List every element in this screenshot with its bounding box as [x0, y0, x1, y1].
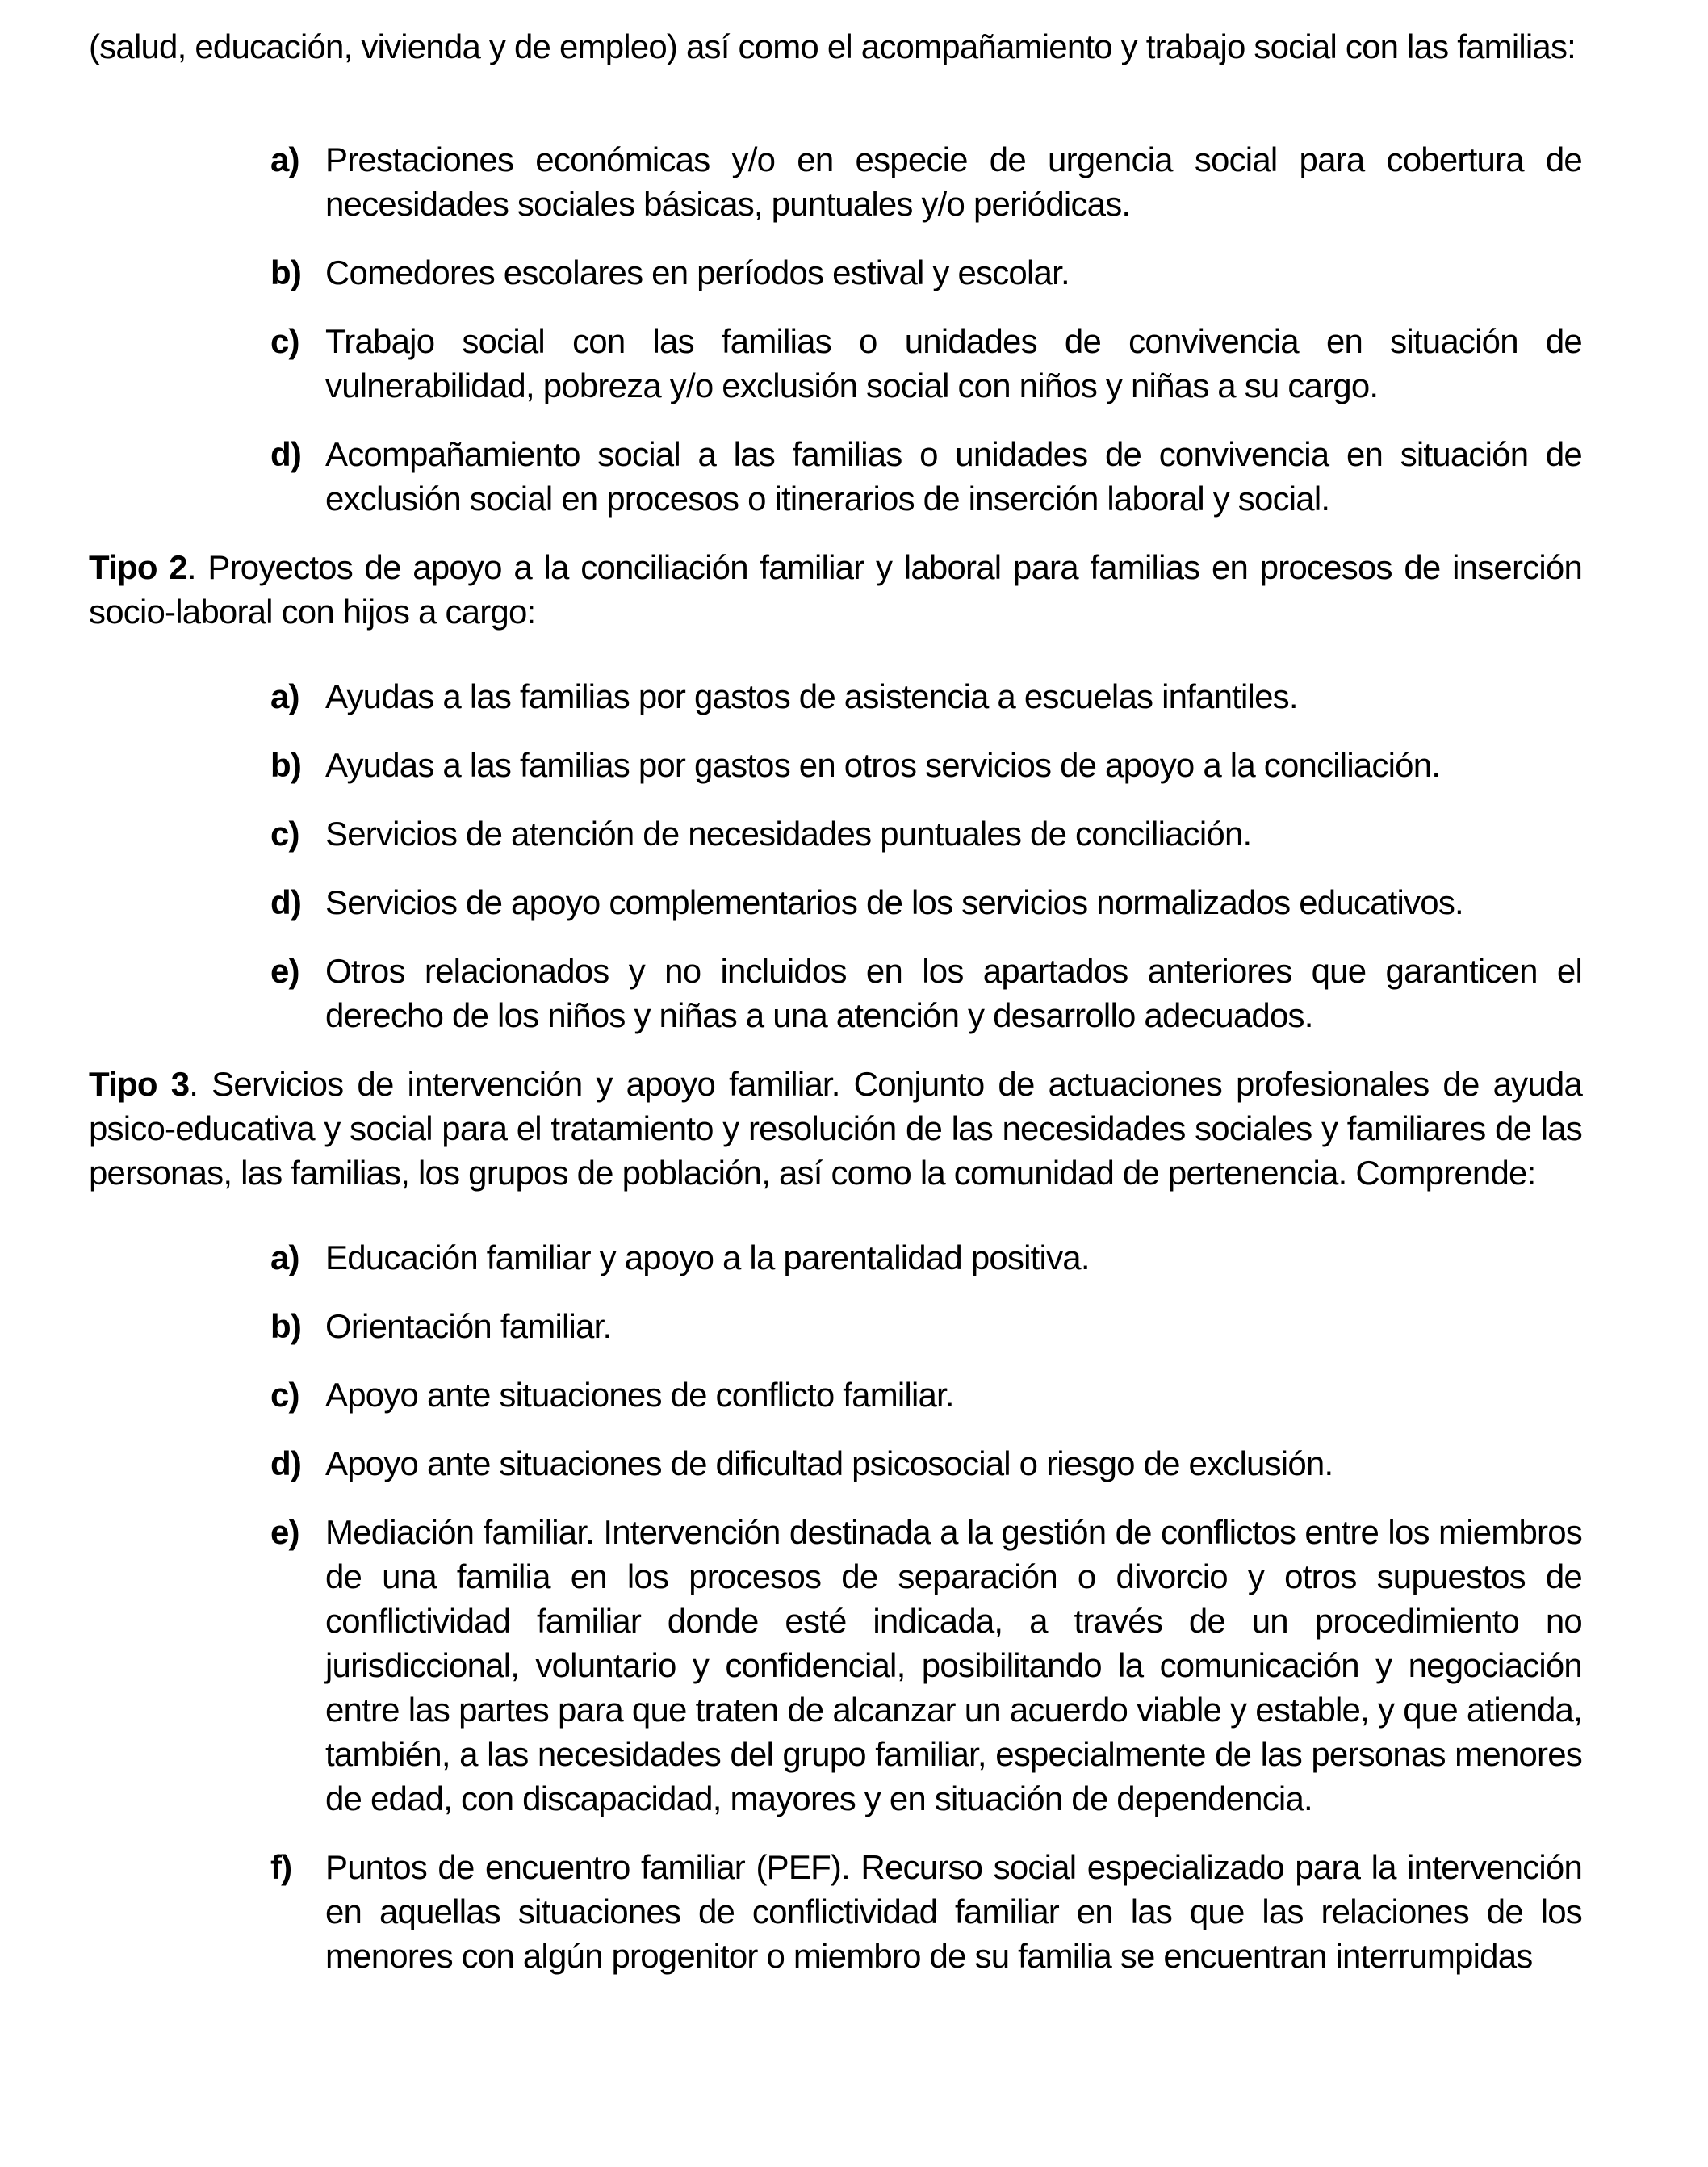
list-item [89, 880, 1582, 924]
list-item [89, 1845, 1582, 1978]
list-item-marker: c) [270, 1376, 299, 1414]
list-item [89, 1441, 1582, 1486]
list-item-marker: c) [270, 322, 299, 360]
list-item-text: Apoyo ante situaciones de conflicto familiar. [325, 1376, 954, 1414]
list-item-marker: a) [270, 140, 299, 178]
type1-projects-list [89, 137, 1582, 521]
list-item-text: Otros relacionados y no incluidos en los apartados anteriores que garanticen el derecho de los niños y niñas a una atención y desarrollo adecuados. [325, 952, 1582, 1034]
list-item-marker: e) [270, 952, 299, 990]
list-item-marker: a) [270, 677, 299, 715]
list-item-text: Mediación familiar. Intervención destinada a la gestión de conflictos entre los miembros de una familia en los procesos de separación o divorcio y otros supuestos de conflictividad familiar donde esté indicada, a través de un procedimiento no jurisdiccional, voluntario y confidencial, posibilitando la comunicación y negociación entre las partes para que traten de alcanzar un acuerdo viable y estable, y que atienda, también, a las necesidades del grupo familiar, especialmente de las personas menores de edad, con discapacidad, mayores y en situación de dependencia. [325, 1513, 1582, 1817]
list-item-text: Trabajo social con las familias o unidades de convivencia en situación de vulnerabilidad, pobreza y/o exclusión social con niños y niñas a su cargo. [325, 322, 1582, 404]
list-item-text: Servicios de atención de necesidades puntuales de conciliación. [325, 815, 1252, 853]
list-item [89, 674, 1582, 719]
list-item-text: Ayudas a las familias por gastos en otros servicios de apoyo a la conciliación. [325, 746, 1441, 784]
list-item [89, 1304, 1582, 1348]
list-item-text: Apoyo ante situaciones de dificultad psicosocial o riesgo de exclusión. [325, 1444, 1333, 1482]
list-item [89, 949, 1582, 1037]
list-item [89, 811, 1582, 856]
list-item [89, 137, 1582, 226]
list-item-marker: d) [270, 883, 302, 921]
type3-services-list [89, 1235, 1582, 1978]
list-item [89, 1510, 1582, 1821]
type2-projects-list [89, 674, 1582, 1037]
tipo3-paragraph [89, 1062, 1582, 1195]
list-item-text: Prestaciones económicas y/o en especie de urgencia social para cobertura de necesidades sociales básicas, puntuales y/o periódicas. [325, 140, 1582, 223]
tipo2-paragraph [89, 545, 1582, 634]
list-item-text: Acompañamiento social a las familias o unidades de convivencia en situación de exclusión social en procesos o itinerarios de inserción laboral y social. [325, 435, 1582, 518]
list-item-marker: b) [270, 746, 302, 784]
list-item-text: Servicios de apoyo complementarios de los servicios normalizados educativos. [325, 883, 1463, 921]
tipo2-heading-label: Tipo 2 [89, 548, 187, 586]
list-item-marker: d) [270, 1444, 302, 1482]
tipo3-heading-label: Tipo 3 [89, 1065, 190, 1103]
list-item-marker: c) [270, 815, 299, 853]
list-item [89, 743, 1582, 787]
list-item [89, 1235, 1582, 1280]
list-item [89, 250, 1582, 295]
list-item-text: Educación familiar y apoyo a la parentalidad positiva. [325, 1239, 1090, 1276]
list-item [89, 432, 1582, 521]
list-item-marker: b) [270, 254, 302, 291]
list-item-text: Orientación familiar. [325, 1307, 612, 1345]
list-item-marker: e) [270, 1513, 299, 1551]
list-item-marker: a) [270, 1239, 299, 1276]
list-item-marker: b) [270, 1307, 302, 1345]
list-item-marker: f) [270, 1848, 292, 1886]
list-item-text: Comedores escolares en períodos estival y escolar. [325, 254, 1070, 291]
tipo2-paragraph-text: . Proyectos de apoyo a la conciliación familiar y laboral para familias en procesos de inserción socio-laboral con hijos a cargo: [89, 548, 1583, 631]
intro-paragraph: (salud, educación, vivienda y de empleo) así como el acompañamiento y trabajo social con las familias: [89, 27, 1576, 65]
list-item-text: Ayudas a las familias por gastos de asistencia a escuelas infantiles. [325, 677, 1298, 715]
list-item-text: Puntos de encuentro familiar (PEF). Recurso social especializado para la intervención en aquellas situaciones de conflictividad familiar en las que las relaciones de los menores con algún progenitor o miembro de su familia se encuentran interrumpidas [325, 1848, 1582, 1975]
list-item-marker: d) [270, 435, 302, 473]
list-item [89, 319, 1582, 408]
list-item [89, 1373, 1582, 1417]
tipo3-paragraph-text: . Servicios de intervención y apoyo familiar. Conjunto de actuaciones profesionales de ayuda psico-educativa y social para el tratamiento y resolución de las necesidades sociales y familiares de las personas, las familias, los grupos de población, así como la comunidad de pertenencia. Comprende: [89, 1065, 1583, 1192]
